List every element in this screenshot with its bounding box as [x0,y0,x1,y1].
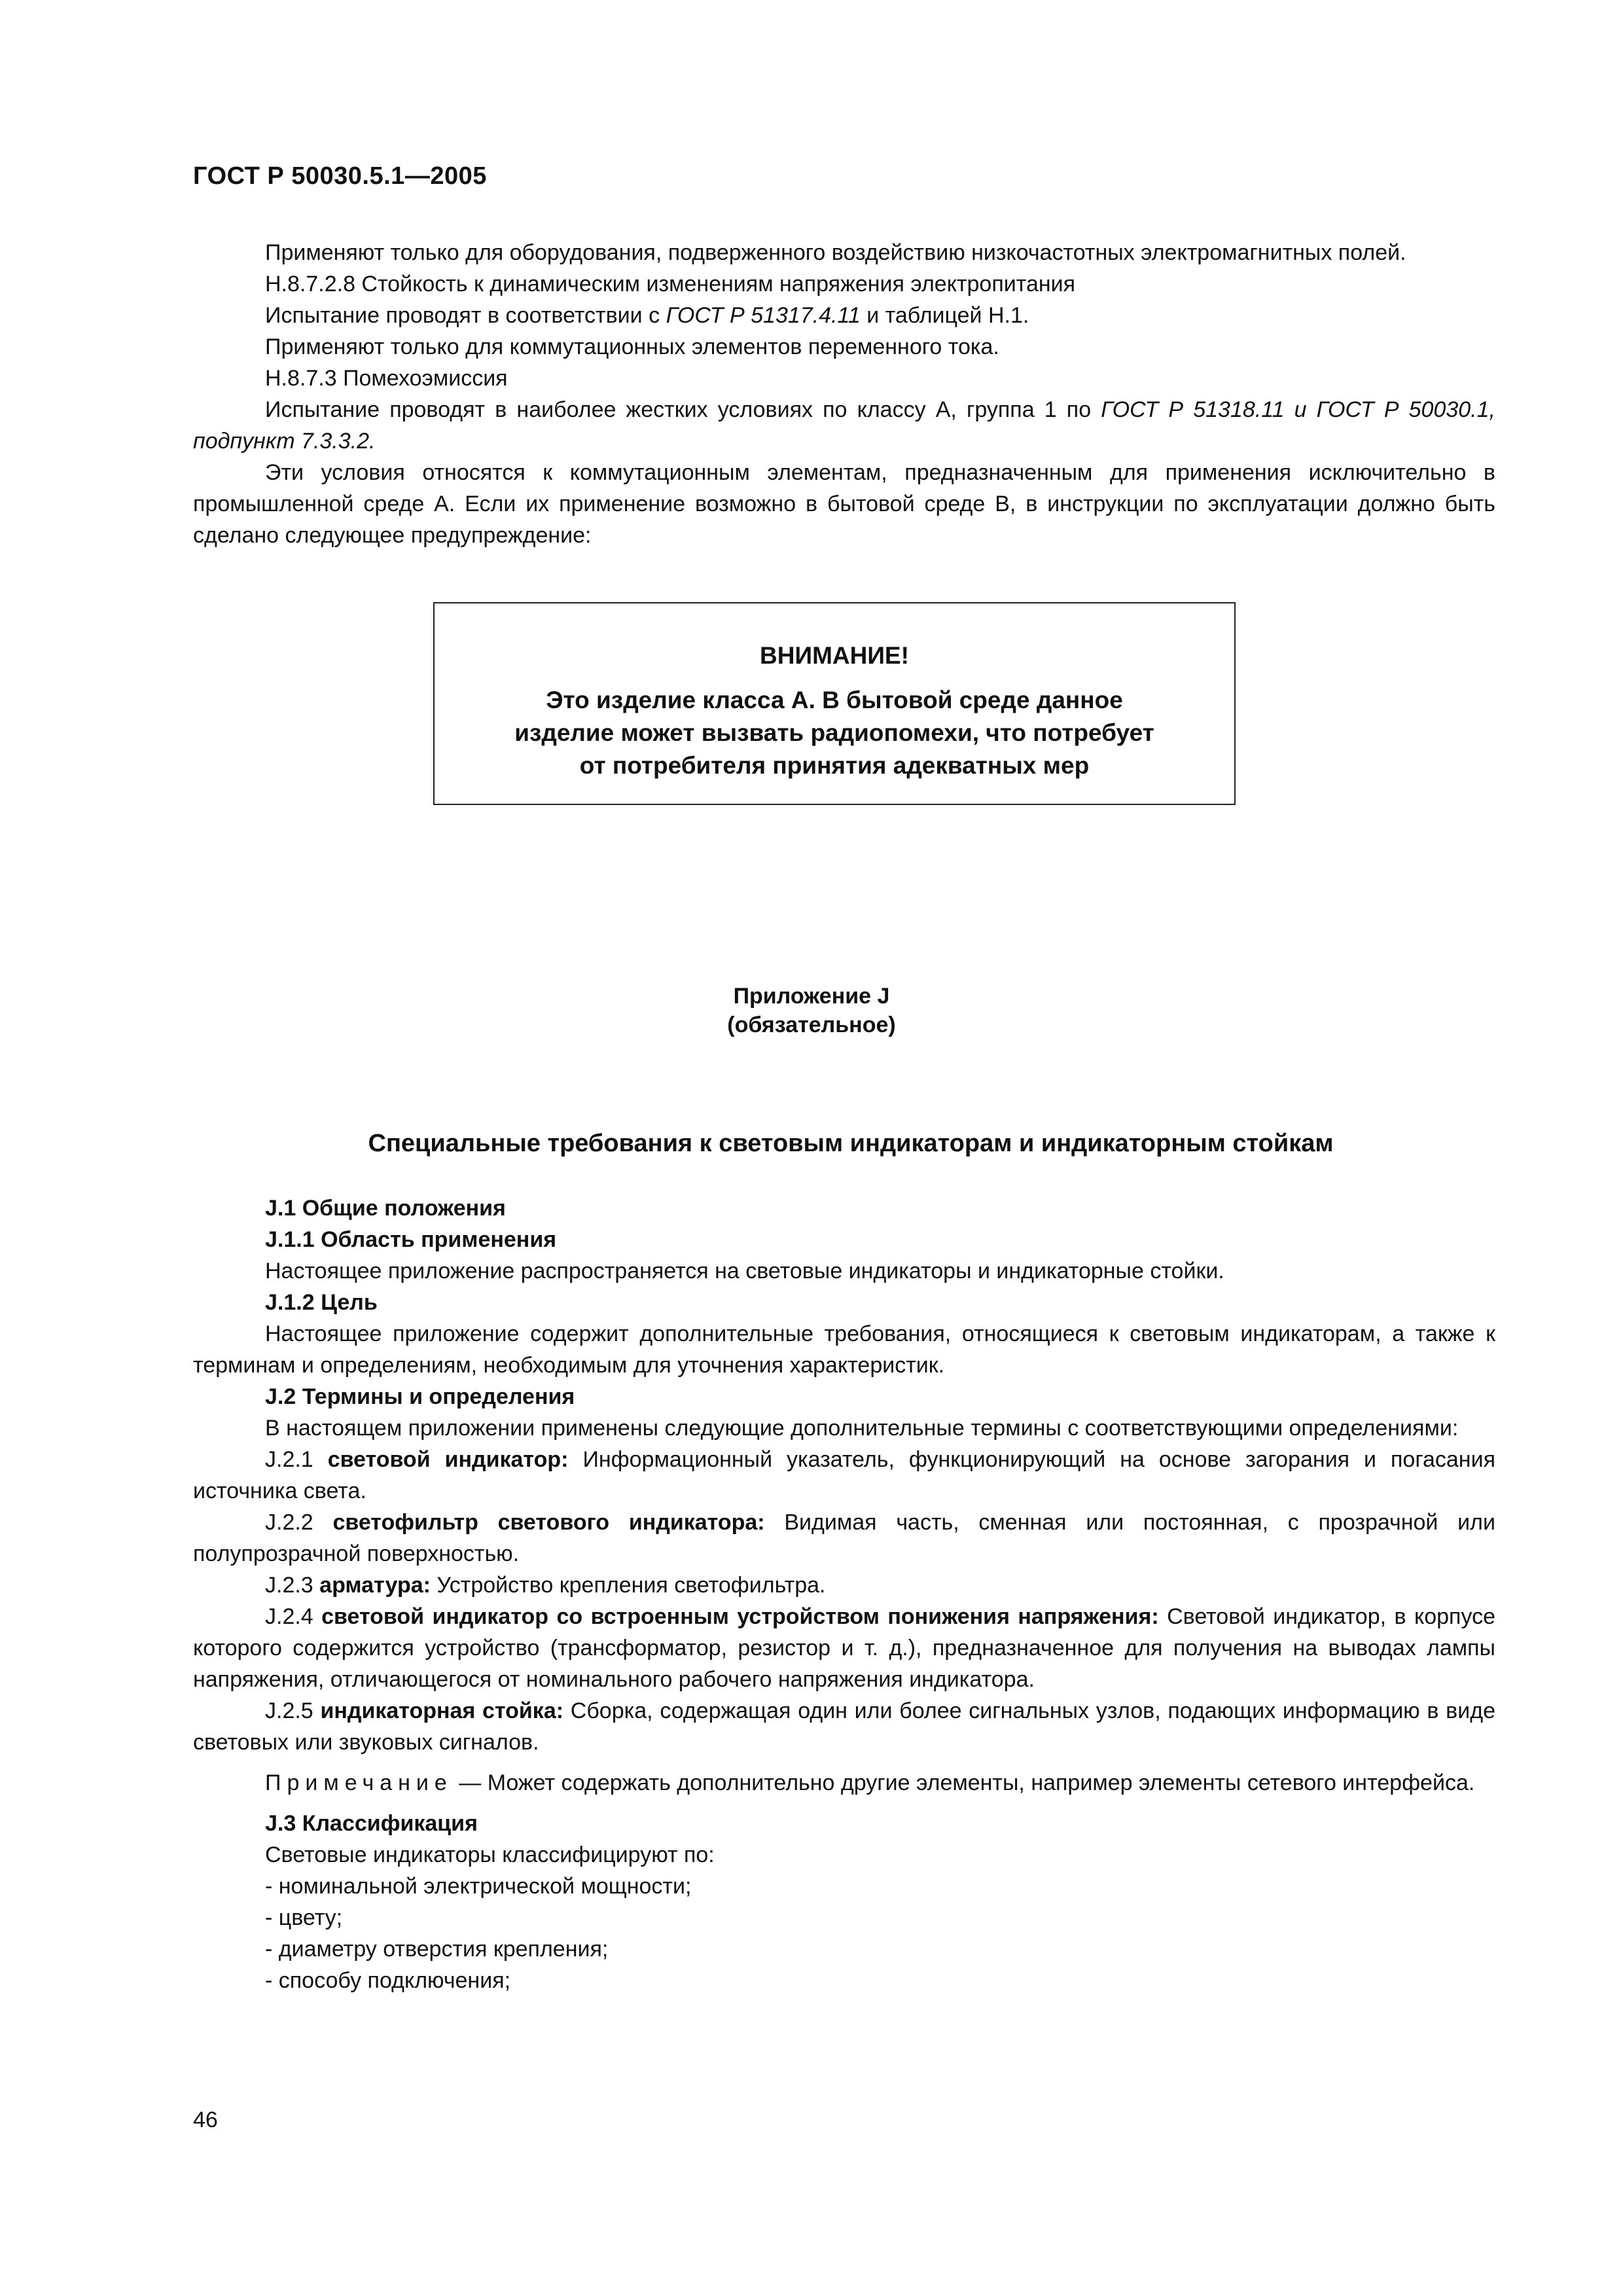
standard-reference: ГОСТ Р 51318.11 и ГОСТ Р 50030.1, подпункт 7.3.3.2. [193,397,1495,454]
term-j2-4: J.2.4 световой индикатор со встроенным устройством понижения напряжения: Световой индикатор, в корпусе которого содержится устройство (трансформатор, резистор и т. д.), предназначенное для получения на выводах лампы напряжения, отличающегося от номинального рабочего напряжения индикатора. [193,1604,1495,1692]
note-label: Примечание [265,1770,453,1795]
clause-h-8-7-2-8: Н.8.7.2.8 Стойкость к динамическим изменениям напряжения электропитания [265,272,1076,296]
top-text-block [193,237,1495,551]
section-j1-heading: J.1 Общие положения [265,1196,506,1221]
standard-reference: ГОСТ Р 51317.4.11 [666,303,861,328]
appendix-title: Специальные требования к световым индикаторам и индикаторным стойкам [368,1130,1334,1157]
warning-title: ВНИМАНИЕ! [760,642,909,669]
clause-h-8-7-3: Н.8.7.3 Помехоэмиссия [265,366,508,391]
paragraph-emission-test: Испытание проводят в наиболее жестких условиях по классу А, группа 1 по ГОСТ Р 51318.11 и ГОСТ Р 50030.1, подпункт 7.3.3.2. [193,397,1495,454]
paragraph-low-frequency: Применяют только для оборудования, подверженного воздействию низкочастотных электромагнитных полей. [265,240,1406,265]
term-j2-3: J.2.3 арматура: Устройство крепления светофильтра. [265,1573,826,1598]
paragraph-test-ref: Испытание проводят в соответствии с ГОСТ Р 51317.4.11 и таблицей Н.1. [265,303,1029,328]
note: Примечание — Может содержать дополнительно другие элементы, например элементы сетевого интерфейса. [265,1770,1475,1795]
page-number: 46 [193,2108,218,2132]
appendix-body [193,1193,1495,1996]
paragraph-terms-intro: В настоящем приложении применены следующие дополнительные термины с соответствующими определениями: [265,1416,1459,1441]
term-j2-2: J.2.2 светофильтр светового индикатора: Видимая часть, сменная или постоянная, с прозрачной или полупрозрачной поверхностью. [193,1510,1495,1566]
section-j1-1-heading: J.1.1 Область применения [265,1227,557,1252]
list-item: - способу подключения; [265,1968,511,1993]
warning-line: Это изделие класса А. В бытовой среде данное [546,687,1123,713]
list-item: - номинальной электрической мощности; [265,1874,692,1899]
list-item: - цвету; [265,1905,343,1930]
section-j1-2-heading: J.1.2 Цель [265,1290,378,1315]
paragraph-purpose: Настоящее приложение содержит дополнительные требования, относящиеся к световым индикаторам, а также к терминам и определениям, необходимым для уточнения характеристик. [193,1321,1495,1378]
appendix-status: (обязательное) [727,1013,896,1037]
warning-box [433,602,1236,805]
paragraph-conditions: Эти условия относятся к коммутационным элементам, предназначенным для применения исключительно в промышленной среде А. Если их применение возможно в бытовой среде В, в инструкции по эксплуатации должно быть сделано следующее предупреждение: [193,460,1495,548]
term-j2-1: J.2.1 световой индикатор: Информационный указатель, функционирующий на основе загорания и погасания источника света. [193,1447,1495,1503]
classification-list [193,1871,1495,1996]
list-item: - диаметру отверстия крепления; [265,1937,609,1962]
warning-line: от потребителя принятия адекватных мер [579,752,1090,779]
paragraph-ac-only: Применяют только для коммутационных элементов переменного тока. [265,334,999,359]
term-name: арматура: [319,1573,431,1598]
term-name: индикаторная стойка: [320,1698,564,1723]
term-name: световой индикатор: [327,1447,569,1472]
term-j2-5: J.2.5 индикаторная стойка: Сборка, содержащая один или более сигнальных узлов, подающих информацию в виде световых или звуковых сигналов. [193,1698,1495,1755]
paragraph-scope: Настоящее приложение распространяется на световые индикаторы и индикаторные стойки. [265,1259,1224,1283]
warning-line: изделие может вызвать радиопомехи, что потребует [514,719,1154,746]
appendix-label: Приложение J [733,984,890,1009]
term-name: светофильтр светового индикатора: [332,1510,765,1535]
section-j2-heading: J.2 Термины и определения [265,1384,575,1409]
appendix-heading [0,982,1623,1039]
document-code-header: ГОСТ Р 50030.5.1—2005 [193,162,487,190]
section-j3-heading: J.3 Классификация [265,1811,478,1836]
paragraph-classification: Световые индикаторы классифицируют по: [265,1842,715,1867]
term-name: световой индикатор со встроенным устройством понижения напряжения: [321,1604,1159,1629]
